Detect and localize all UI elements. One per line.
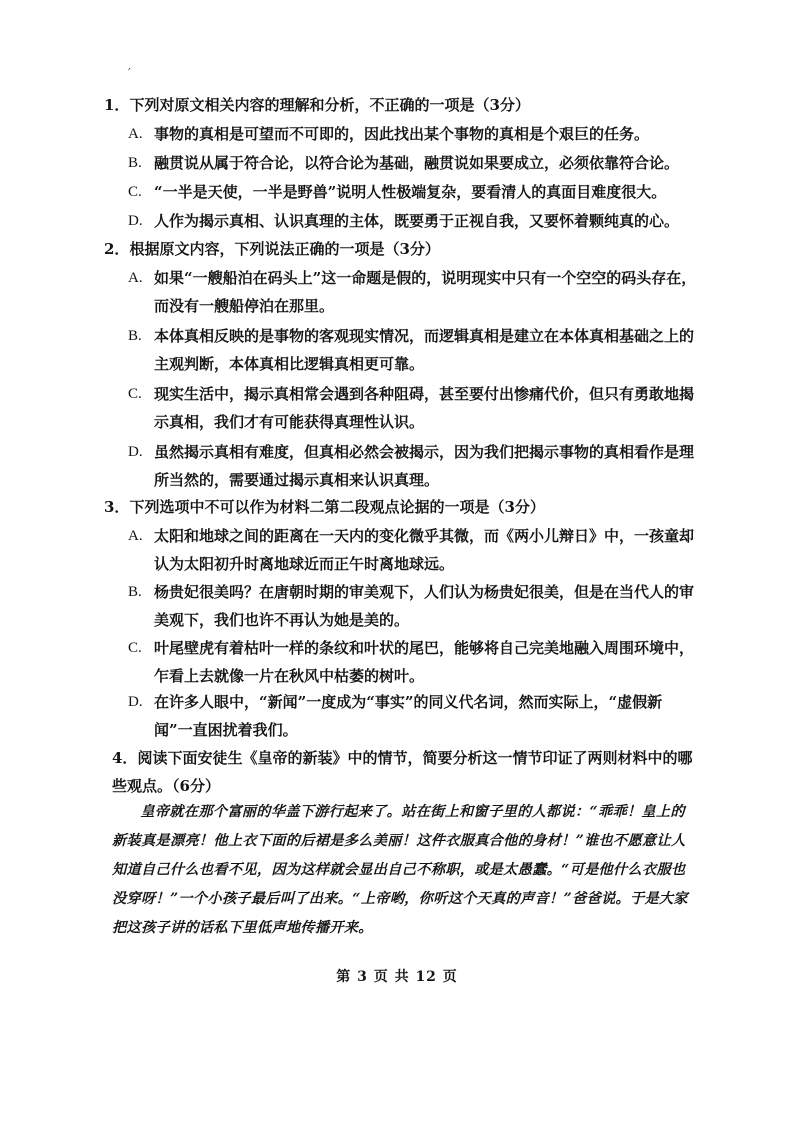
question-text: 下列对原文相关内容的理解和分析，不正确的一项是（3分） xyxy=(129,96,530,114)
option-letter: A. xyxy=(128,528,143,544)
option-letter: D. xyxy=(128,444,143,460)
question-3 xyxy=(104,494,704,520)
option-text: 事物的真相是可望而不可即的，因此找出某个事物的真相是个艰巨的任务。 xyxy=(154,125,650,143)
question-2 xyxy=(104,236,704,262)
option-letter: B. xyxy=(128,328,142,344)
passage-text: 皇帝就在那个富丽的华盖下游行起来了。站在街上和窗子里的人都说：“乖乖！皇上的新装真是漂亮！他上衣下面的后裙是多么美丽！这件衣服真合他的身材！”谁也不愿意让人知道自己什么也看不见，因为这样就会显出自己不称职，或是太愚蠢。“可是他什么衣服也没穿呀！”一个小孩子最后叫了出来。“上帝哟，你听这个天真的声音！”爸爸说。于是大家把这孩子讲的话私下里低声地传播开来。 xyxy=(112,804,688,936)
option-letter: C. xyxy=(128,386,142,402)
question-text: 下列选项中不可以作为材料二第二段观点论据的一项是（3分） xyxy=(129,498,545,516)
stray-mark: ′ xyxy=(128,66,131,80)
question-number: 3． xyxy=(104,498,130,516)
story-passage xyxy=(112,798,698,943)
option-letter: B. xyxy=(128,584,142,600)
option-text: 叶尾壁虎有着枯叶一样的条纹和叶状的尾巴，能够将自己完美地融入周围环境中，乍看上去就像一片在秋风中枯萎的树叶。 xyxy=(154,639,695,685)
q1-option-b xyxy=(128,149,698,177)
option-text: 虽然揭示真相有难度，但真相必然会被揭示，因为我们把揭示事物的真相看作是理所当然的，需要通过揭示真相来认识真理。 xyxy=(154,443,695,489)
question-1 xyxy=(104,92,704,118)
option-letter: C. xyxy=(128,640,142,656)
q3-option-d xyxy=(128,688,698,744)
question-4 xyxy=(112,744,698,800)
question-text: 阅读下面安徒生《皇帝的新装》中的情节，简要分析这一情节印证了两则材料中的哪些观点。（6分） xyxy=(112,749,693,795)
q1-option-d xyxy=(128,207,698,235)
option-text: 太阳和地球之间的距离在一天内的变化微乎其微，而《两小儿辩日》中，一孩童却认为太阳初升时离地球近而正午时离地球远。 xyxy=(154,527,695,573)
option-text: 在许多人眼中，“新闻”一度成为“事实”的同义代名词，然而实际上，“虚假新闻”一直困扰着我们。 xyxy=(154,693,663,739)
question-number: 2． xyxy=(104,240,130,258)
q2-option-d xyxy=(128,438,698,494)
option-text: 人作为揭示真相、认识真理的主体，既要勇于正视自我，又要怀着颗纯真的心。 xyxy=(154,212,680,230)
q2-option-b xyxy=(128,322,698,378)
option-text: “一半是天使，一半是野兽”说明人性极端复杂，要看清人的真面目难度很大。 xyxy=(154,183,667,201)
q1-option-a xyxy=(128,120,698,148)
option-letter: C. xyxy=(128,184,142,200)
question-text: 根据原文内容，下列说法正确的一项是（3分） xyxy=(129,240,440,258)
q1-option-c xyxy=(128,178,698,206)
option-letter: A. xyxy=(128,270,143,286)
option-text: 融贯说从属于符合论，以符合论为基础，融贯说如果要成立，必须依靠符合论。 xyxy=(154,154,680,172)
q3-option-b xyxy=(128,578,698,634)
question-number: 4． xyxy=(112,749,138,767)
option-text: 现实生活中，揭示真相常会遇到各种阻碍，甚至要付出惨痛代价，但只有勇敢地揭示真相，我们才有可能获得真理性认识。 xyxy=(154,385,695,431)
option-letter: A. xyxy=(128,126,143,142)
q2-option-a xyxy=(128,264,698,320)
page-number: 第 3 页 共 12 页 xyxy=(336,969,458,985)
option-text: 本体真相反映的是事物的客观现实情况，而逻辑真相是建立在本体真相基础之上的主观判断，本体真相比逻辑真相更可靠。 xyxy=(154,327,695,373)
option-letter: B. xyxy=(128,155,142,171)
q3-option-a xyxy=(128,522,698,578)
question-number: 1． xyxy=(104,96,130,114)
option-letter: D. xyxy=(128,213,143,229)
option-text: 如果“一艘船泊在码头上”这一命题是假的，说明现实中只有一个空空的码头存在，而没有一艘船停泊在那里。 xyxy=(154,269,697,315)
option-letter: D. xyxy=(128,694,143,710)
q2-option-c xyxy=(128,380,698,436)
option-text: 杨贵妃很美吗？在唐朝时期的审美观下，人们认为杨贵妃很美，但是在当代人的审美观下，我们也许不再认为她是美的。 xyxy=(154,583,695,629)
q3-option-c xyxy=(128,634,698,690)
